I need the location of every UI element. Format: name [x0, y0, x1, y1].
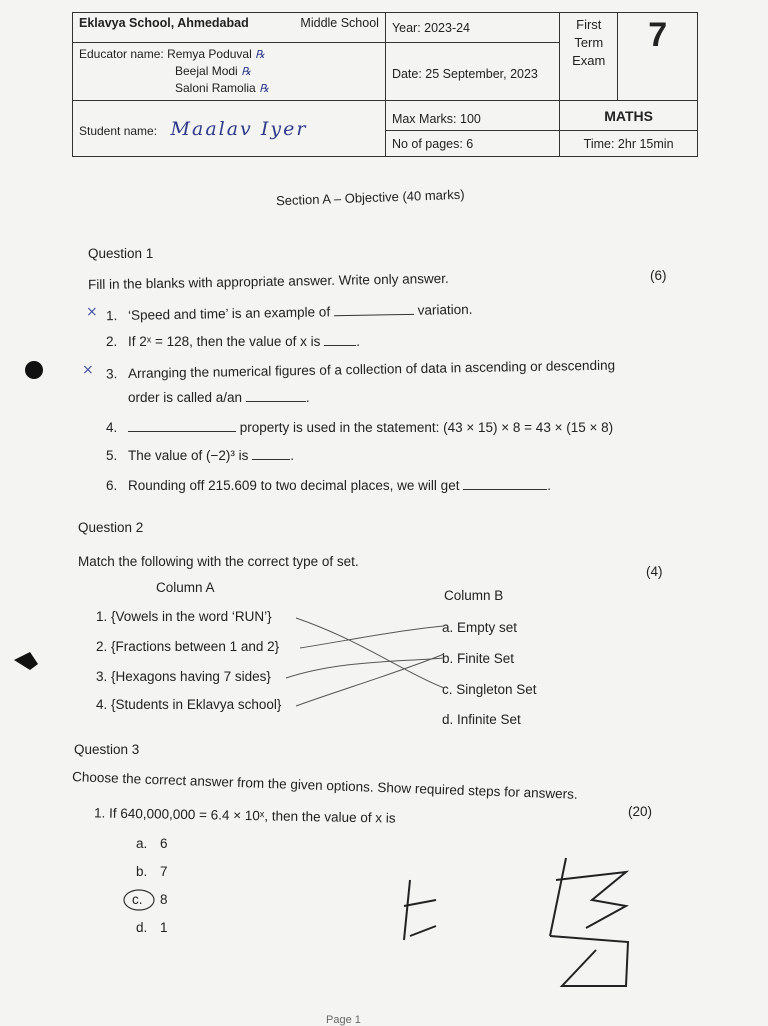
match-line-3	[286, 658, 444, 678]
educator-cell: Educator name: Remya Poduval ℞ Beejal Modi ℞ Saloni Ramolia ℞	[73, 43, 386, 101]
column-a-item-2: 2. {Fractions between 1 and 2}	[96, 639, 280, 654]
exam-word-2: Term	[574, 35, 604, 50]
rough-work-sketch	[404, 858, 628, 986]
grade-number: 7	[648, 16, 668, 54]
q1-item-1: 1. ‘Speed and time’ is an example of variation.	[105, 301, 473, 324]
max-marks-label: Max Marks: 100	[391, 112, 481, 126]
q1-item-5: 5. The value of (−2)³ is .	[106, 448, 294, 463]
year-label: Year: 2023-24	[391, 21, 471, 35]
column-a-item-1: 1. {Vowels in the word ‘RUN’}	[96, 609, 272, 624]
cross-mark-3: ×	[82, 362, 94, 378]
q1-item-4: 4. property is used in the statement: (43 × 15) × 8 = 43 × (15 × 8)	[106, 420, 614, 435]
column-b-header: Column B	[444, 588, 504, 603]
q3-instruction: Choose the correct answer from the given options. Show required steps for answers.	[71, 769, 578, 802]
student-name: Maalav Iyer	[170, 117, 308, 140]
option-a: a. 6	[136, 836, 168, 851]
q3-subquestion: 1. If 640,000,000 = 6.4 × 10ˣ, then the value of x is	[93, 805, 396, 826]
q3-title: Question 3	[74, 742, 140, 757]
educator-label: Educator name:	[79, 47, 164, 61]
q1-instruction: Fill in the blanks with appropriate answer. Write only answer.	[87, 270, 449, 293]
school-name: Eklavya School, Ahmedabad	[79, 16, 249, 30]
column-a-item-3: 3. {Hexagons having 7 sides}	[96, 669, 271, 684]
column-b-item-1: a. Empty set	[442, 620, 518, 635]
page-footer: Page 1	[326, 1014, 361, 1026]
q1-title: Question 1	[88, 246, 154, 261]
column-b-item-4: d. Infinite Set	[442, 712, 521, 727]
section-title: Section A – Objective (40 marks)	[275, 186, 465, 209]
date-label: Date: 25 September, 2023	[391, 67, 538, 81]
q1-item-3: 3. Arranging the numerical figures of a collection of data in ascending or descending	[105, 357, 616, 382]
q1-item-6: 6. Rounding off 215.609 to two decimal places, we will get .	[106, 478, 551, 493]
matching-lines	[286, 618, 444, 706]
division-label: Middle School	[300, 16, 379, 30]
column-b-item-3: c. Singleton Set	[442, 682, 537, 697]
q1-item-3-cont: order is called a/an .	[128, 390, 310, 405]
match-line-2	[300, 626, 444, 648]
student-label: Student name:	[79, 123, 158, 138]
q2-title: Question 2	[78, 520, 144, 535]
subject-label: MATHS	[604, 107, 653, 124]
time-label: Time: 2hr 15min	[583, 136, 674, 151]
column-b-item-2: b. Finite Set	[442, 651, 515, 666]
exam-word-3: Exam	[572, 53, 606, 68]
ink-blot	[14, 652, 38, 670]
q2-instruction: Match the following with the correct type of set.	[78, 554, 359, 569]
cross-mark-1: ×	[86, 304, 98, 320]
ink-dot	[25, 361, 43, 379]
option-b: b. 7	[136, 864, 168, 879]
match-line-4	[296, 654, 444, 706]
column-a-header: Column A	[156, 580, 215, 595]
q2-marks: (4)	[646, 564, 663, 579]
educator-2: Beejal Modi	[175, 64, 238, 78]
pages-label: No of pages: 6	[391, 136, 474, 151]
q1-item-2: 2. If 2ˣ = 128, then the value of x is .	[106, 334, 360, 349]
column-a-item-4: 4. {Students in Eklavya school}	[96, 697, 282, 712]
option-d: d. 1	[136, 920, 168, 935]
option-c: c. 8	[132, 892, 168, 907]
educator-1: Remya Poduval	[167, 47, 252, 61]
q3-marks: (20)	[628, 804, 653, 819]
q1-marks: (6)	[650, 268, 667, 283]
exam-word-1: First	[576, 17, 602, 32]
educator-3: Saloni Ramolia	[175, 81, 256, 95]
